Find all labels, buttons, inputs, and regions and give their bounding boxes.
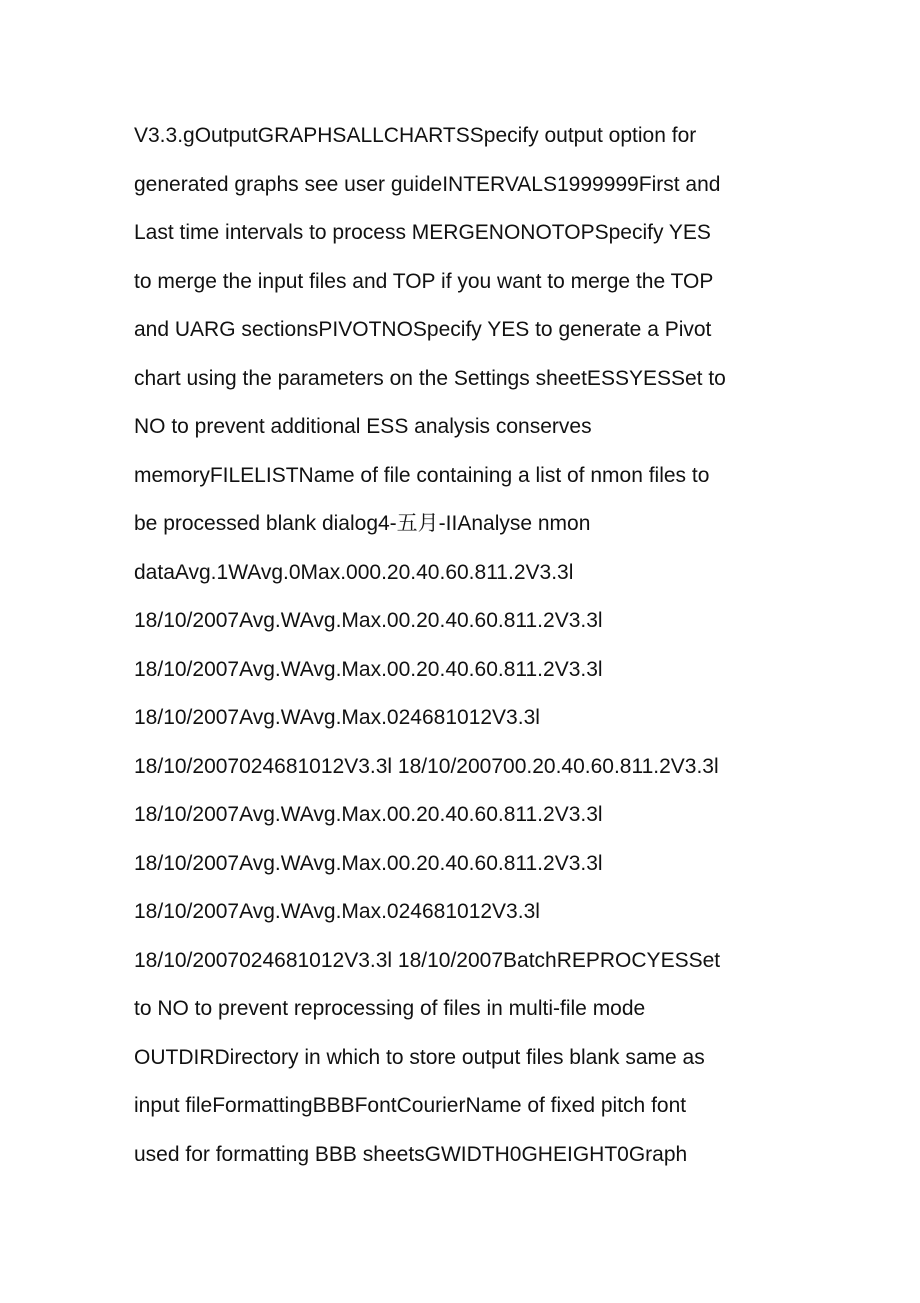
text-line: dataAvg.1WAvg.0Max.000.20.40.60.811.2V3.3l <box>134 560 574 584</box>
text-line: generated graphs see user guideINTERVALS1999999First and <box>134 172 721 196</box>
text-line: be processed blank dialog4-五月-IIAnalyse nmon <box>134 512 591 535</box>
text-line: NO to prevent additional ESS analysis conserves <box>134 415 592 438</box>
text-line: 18/10/2007024681012V3.3l 18/10/200700.20.40.60.811.2V3.3l <box>134 754 719 778</box>
text-line: to NO to prevent reprocessing of files in multi-file mode <box>134 997 646 1020</box>
text-line: 18/10/2007Avg.WAvg.Max.024681012V3.3l <box>134 900 540 923</box>
text-line: and UARG sectionsPIVOTNOSpecify YES to generate a Pivot <box>134 318 712 341</box>
text-line: 18/10/2007Avg.WAvg.Max.00.20.40.60.811.2V3.3l <box>134 851 603 875</box>
text-line: 18/10/2007Avg.WAvg.Max.00.20.40.60.811.2V3.3l <box>134 609 603 632</box>
text-line: memoryFILELISTName of file containing a list of nmon files to <box>134 463 710 487</box>
text-line: Last time intervals to process MERGENONOTOPSpecify YES <box>134 221 711 244</box>
text-line: 18/10/2007Avg.WAvg.Max.00.20.40.60.811.2V3.3l <box>134 657 603 681</box>
text-line: 18/10/2007Avg.WAvg.Max.024681012V3.3l <box>134 706 540 729</box>
text-line: to merge the input files and TOP if you want to merge the TOP <box>134 269 714 293</box>
text-line: input fileFormattingBBBFontCourierName of fixed pitch font <box>134 1094 687 1117</box>
text-line: OUTDIRDirectory in which to store output files blank same as <box>134 1045 705 1069</box>
text-line: 18/10/2007Avg.WAvg.Max.00.20.40.60.811.2V3.3l <box>134 803 603 826</box>
text-line: used for formatting BBB sheetsGWIDTH0GHEIGHT0Graph <box>134 1142 688 1166</box>
text-line: V3.3.gOutputGRAPHSALLCHARTSSpecify output option for <box>134 124 697 147</box>
document-body <box>134 112 794 1179</box>
text-line: chart using the parameters on the Settings sheetESSYESSet to <box>134 366 726 390</box>
text-line: 18/10/2007024681012V3.3l 18/10/2007BatchREPROCYESSet <box>134 948 721 972</box>
